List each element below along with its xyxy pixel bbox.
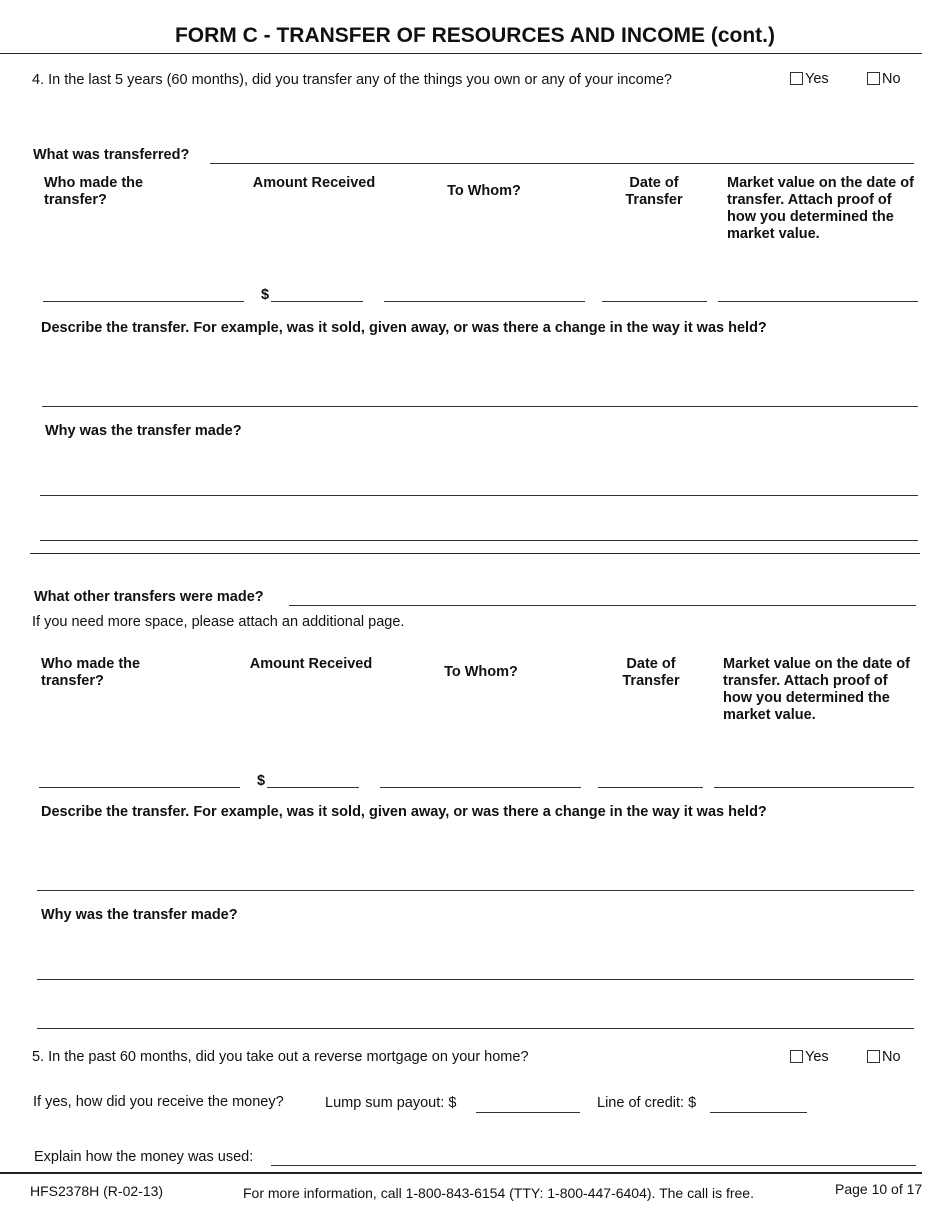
why-field-2-line-1[interactable] bbox=[37, 979, 914, 980]
line-of-credit-field[interactable] bbox=[710, 1112, 807, 1113]
why-prompt-2: Why was the transfer made? bbox=[41, 907, 238, 923]
form-id: HFS2378H (R-02-13) bbox=[30, 1183, 164, 1199]
how-received-label: If yes, how did you receive the money? bbox=[33, 1094, 284, 1110]
col-date-header: Date of Transfer bbox=[625, 175, 683, 208]
line-of-credit-label: Line of credit: $ bbox=[597, 1095, 697, 1111]
q4-no-checkbox[interactable] bbox=[867, 72, 880, 85]
describe-field[interactable] bbox=[42, 406, 918, 407]
who-field-2[interactable] bbox=[39, 787, 240, 788]
why-field-line-2[interactable] bbox=[40, 540, 918, 541]
col-whom-header: To Whom? bbox=[447, 183, 521, 199]
col-who-header-2: Who made the transfer? bbox=[41, 656, 141, 689]
footer-info: For more information, call 1-800-843-6154 (TTY: 1-800-447-6404). The call is free. bbox=[243, 1185, 754, 1201]
explain-label: Explain how the money was used: bbox=[34, 1149, 254, 1165]
describe-prompt: Describe the transfer. For example, was it sold, given away, or was there a change in the way it was held? bbox=[41, 320, 767, 336]
col-date-header-2: Date of Transfer bbox=[622, 656, 680, 689]
what-transferred-label: What was transferred? bbox=[33, 147, 190, 163]
to-whom-field[interactable] bbox=[384, 301, 585, 302]
lump-sum-label: Lump sum payout: $ bbox=[325, 1095, 457, 1111]
q4-no-option[interactable] bbox=[867, 71, 901, 87]
page-title: FORM C - TRANSFER OF RESOURCES AND INCOME (cont.) bbox=[174, 24, 776, 47]
amount-field-2[interactable] bbox=[267, 787, 359, 788]
more-space-note: If you need more space, please attach an additional page. bbox=[32, 614, 405, 630]
question-4: 4. In the last 5 years (60 months), did you transfer any of the things you own or any of your income? bbox=[32, 72, 672, 88]
dollar-sign: $ bbox=[261, 287, 270, 303]
describe-field-2[interactable] bbox=[37, 890, 914, 891]
q4-yes-checkbox[interactable] bbox=[790, 72, 803, 85]
amount-field[interactable] bbox=[271, 301, 363, 302]
q5-yes-option[interactable] bbox=[790, 1049, 829, 1065]
explain-field[interactable] bbox=[271, 1165, 916, 1166]
q4-yes-label: Yes bbox=[805, 71, 829, 87]
q5-yes-checkbox[interactable] bbox=[790, 1050, 803, 1063]
q4-no-label: No bbox=[882, 71, 901, 87]
q5-yes-label: Yes bbox=[805, 1049, 829, 1065]
other-transfers-label: What other transfers were made? bbox=[34, 589, 264, 605]
date-field-2[interactable] bbox=[598, 787, 703, 788]
page-number: Page 10 of 17 bbox=[835, 1181, 923, 1197]
who-field[interactable] bbox=[43, 301, 244, 302]
col-amount-header-2: Amount Received bbox=[249, 656, 373, 672]
dollar-sign-2: $ bbox=[257, 773, 266, 789]
what-transferred-field[interactable] bbox=[210, 163, 914, 164]
col-whom-header-2: To Whom? bbox=[444, 664, 518, 680]
col-market-header: Market value on the date of transfer. Attach proof of how you determined the market value. bbox=[727, 175, 914, 242]
date-field[interactable] bbox=[602, 301, 707, 302]
why-prompt: Why was the transfer made? bbox=[45, 423, 242, 439]
market-value-field[interactable] bbox=[718, 301, 918, 302]
to-whom-field-2[interactable] bbox=[380, 787, 581, 788]
q5-no-option[interactable] bbox=[867, 1049, 901, 1065]
q4-yes-option[interactable] bbox=[790, 71, 829, 87]
col-who-header: Who made the transfer? bbox=[44, 175, 144, 208]
why-field-line-1[interactable] bbox=[40, 495, 918, 496]
why-field-2-line-2[interactable] bbox=[37, 1028, 914, 1029]
market-value-field-2[interactable] bbox=[714, 787, 914, 788]
describe-prompt-2: Describe the transfer. For example, was it sold, given away, or was there a change in the way it was held? bbox=[41, 804, 767, 820]
q5-no-checkbox[interactable] bbox=[867, 1050, 880, 1063]
section-divider bbox=[30, 553, 920, 554]
question-5: 5. In the past 60 months, did you take out a reverse mortgage on your home? bbox=[32, 1049, 529, 1065]
title-divider bbox=[0, 53, 922, 54]
lump-sum-field[interactable] bbox=[476, 1112, 580, 1113]
col-amount-header: Amount Received bbox=[252, 175, 376, 191]
other-transfers-field[interactable] bbox=[289, 605, 916, 606]
col-market-header-2: Market value on the date of transfer. Attach proof of how you determined the market value. bbox=[723, 656, 910, 723]
q5-no-label: No bbox=[882, 1049, 901, 1065]
footer-divider bbox=[0, 1172, 922, 1174]
